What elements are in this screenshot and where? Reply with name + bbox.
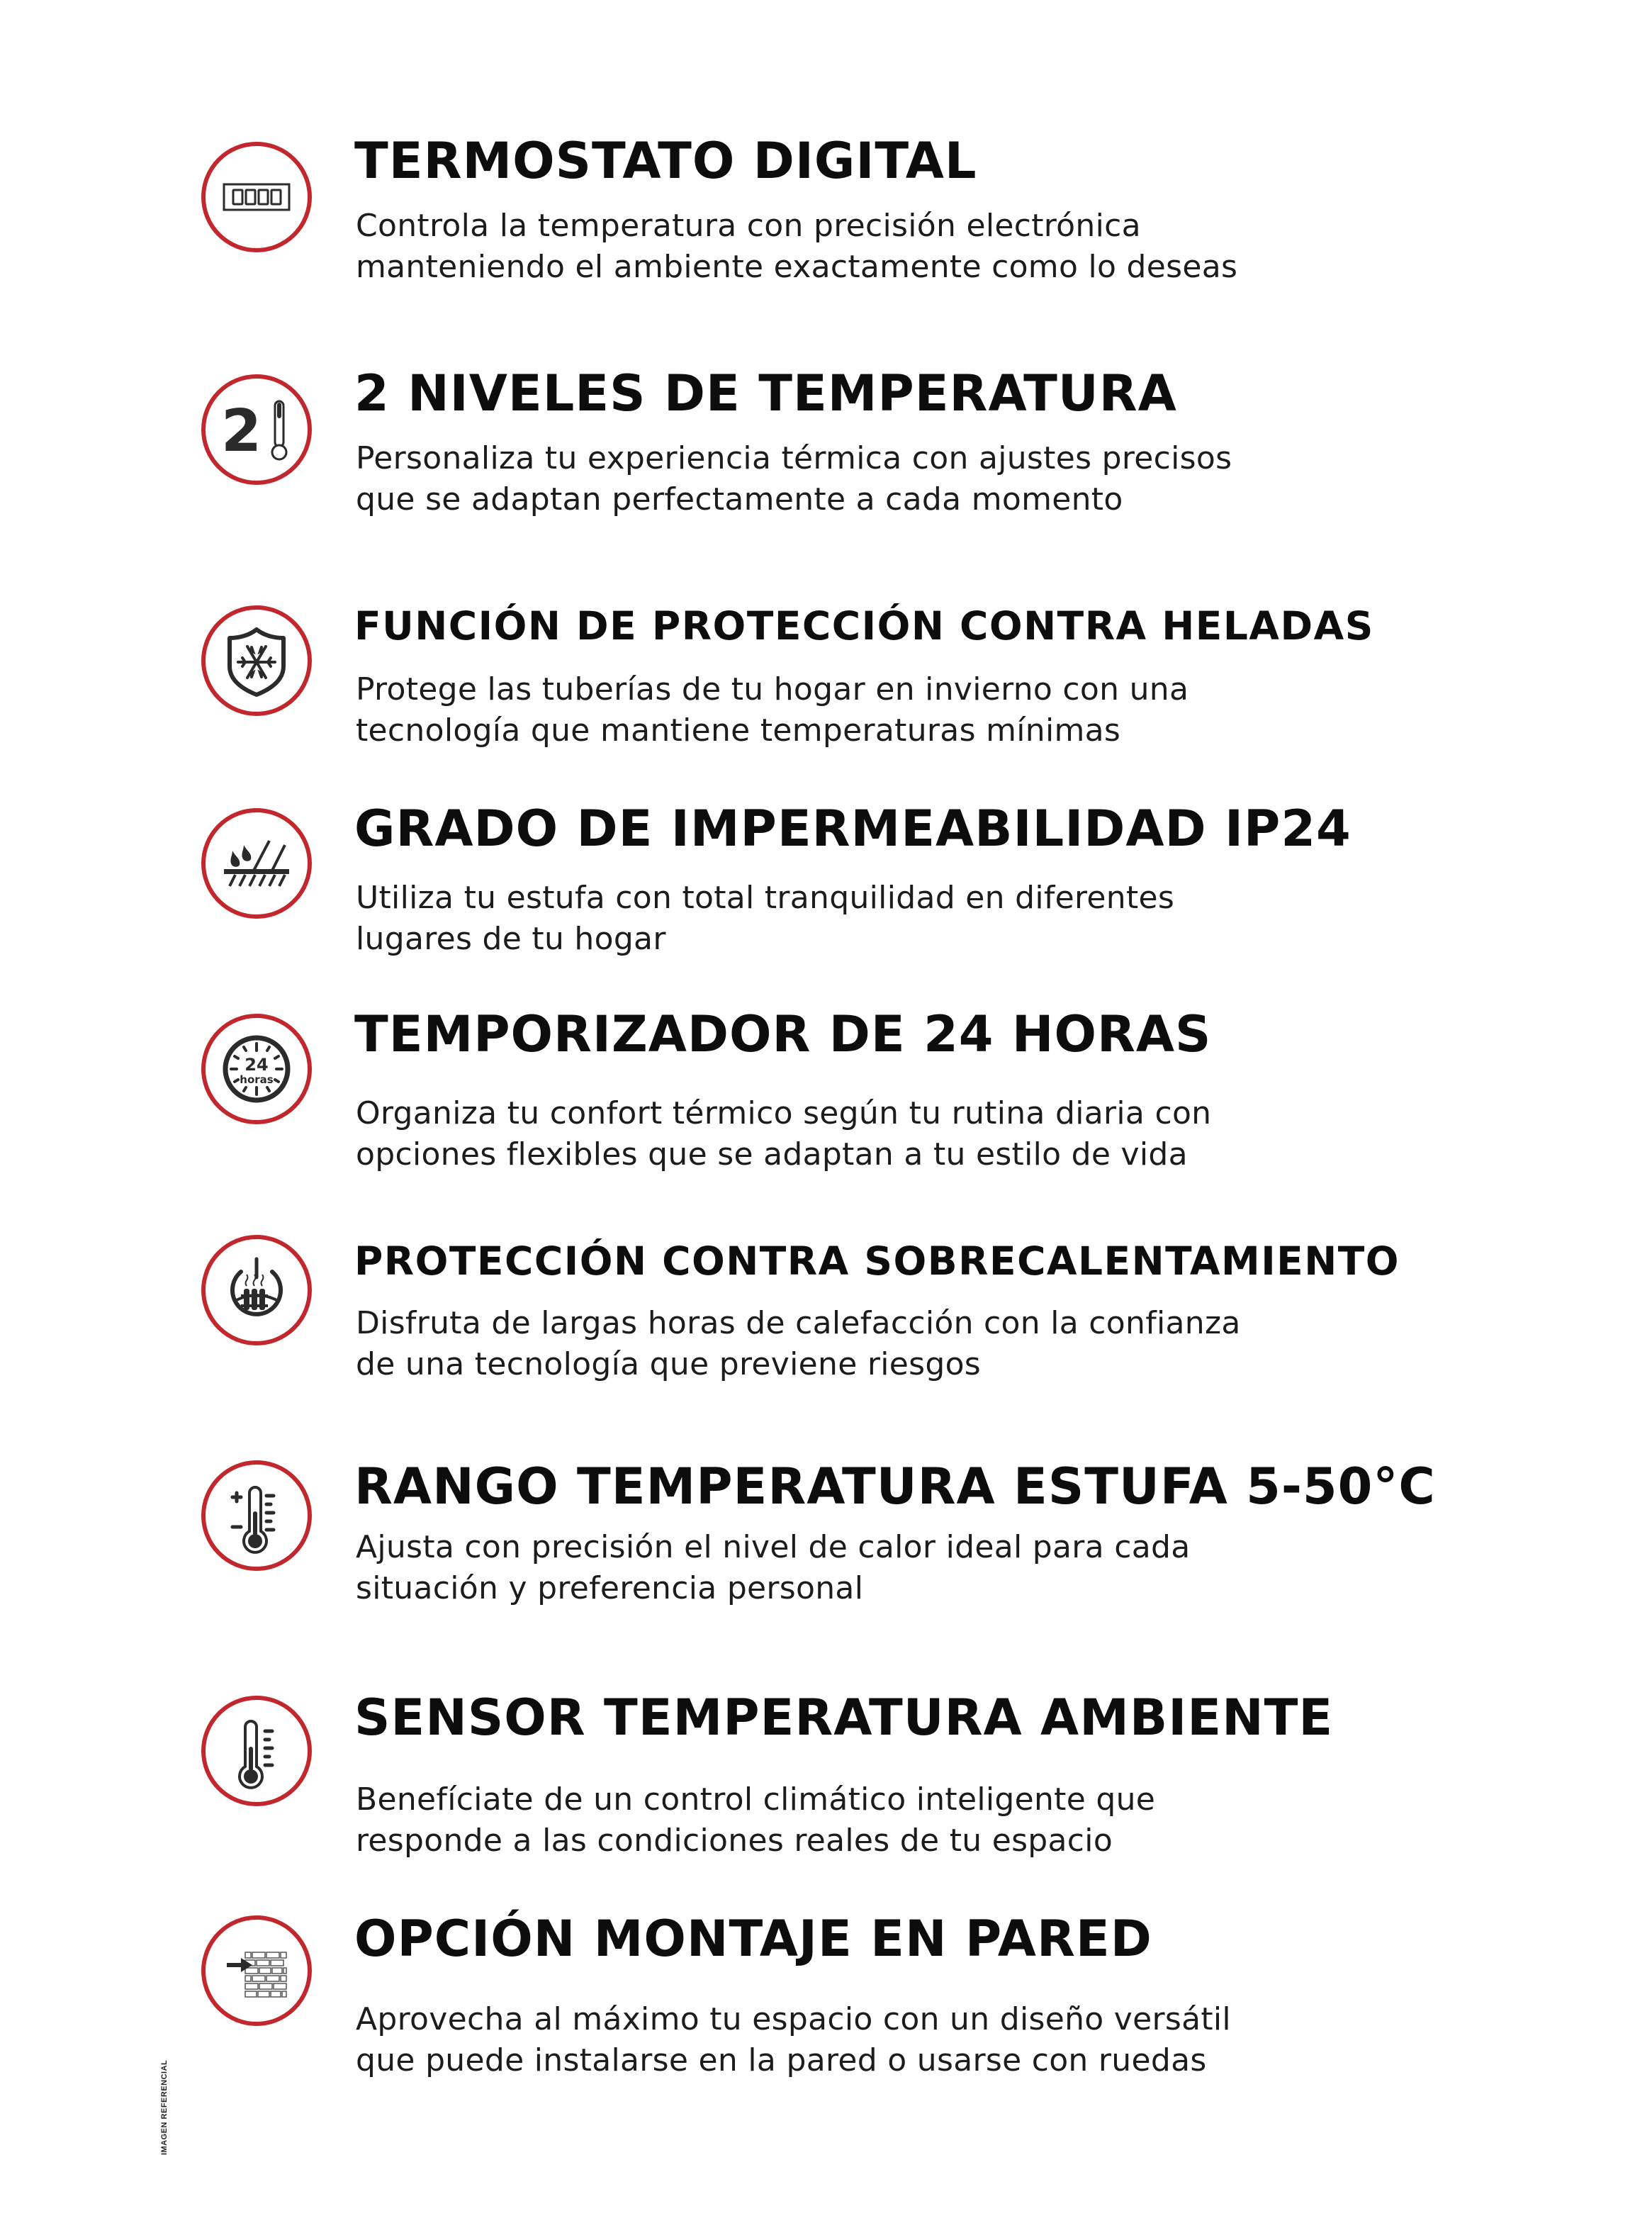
svg-text:2: 2 — [221, 398, 262, 465]
thermometer-plus-minus-icon — [201, 1460, 312, 1571]
svg-text:horas: horas — [240, 1073, 274, 1086]
feature-title: FUNCIÓN DE PROTECCIÓN CONTRA HELADAS — [354, 603, 1374, 649]
feature-description: Protege las tuberías de tu hogar en invierno con una tecnología que mantiene temperaturas mínimas — [356, 671, 1189, 749]
two-levels-thermometer-icon — [201, 374, 312, 485]
feature-description: Controla la temperatura con precisión electrónica manteniendo el ambiente exactamente como lo deseas — [356, 208, 1238, 285]
feature-description: Personaliza tu experiencia térmica con ajustes precisos que se adaptan perfectamente a cada momento — [356, 440, 1232, 517]
feature-description: Utiliza tu estufa con total tranquilidad en diferentes lugares de tu hogar — [356, 880, 1175, 957]
feature-title: TERMOSTATO DIGITAL — [354, 132, 977, 190]
clock-24h-icon — [201, 1014, 312, 1124]
feature-title: 2 NIVELES DE TEMPERATURA — [354, 364, 1177, 422]
overheat-power-radiator-icon — [201, 1235, 312, 1345]
feature-description: Organiza tu confort térmico según tu rutina diaria con opciones flexibles que se adaptan a tu estilo de vida — [356, 1095, 1212, 1173]
feature-description: Benefíciate de un control climático inteligente que responde a las condiciones reales de tu espacio — [356, 1781, 1156, 1859]
wall-mount-icon — [201, 1915, 312, 2026]
digital-display-icon — [201, 142, 312, 252]
feature-description: Aprovecha al máximo tu espacio con un diseño versátil que puede instalarse en la pared o usarse con ruedas — [356, 2001, 1231, 2078]
frost-shield-icon — [201, 605, 312, 716]
feature-description: Ajusta con precisión el nivel de calor ideal para cada situación y preferencia personal — [356, 1529, 1191, 1606]
feature-title: RANGO TEMPERATURA ESTUFA 5-50°C — [354, 1457, 1436, 1516]
svg-text:24: 24 — [245, 1055, 269, 1075]
thermometer-icon — [201, 1696, 312, 1806]
feature-title: PROTECCIÓN CONTRA SOBRECALENTAMIENTO — [354, 1238, 1400, 1284]
feature-title: TEMPORIZADOR DE 24 HORAS — [354, 1005, 1212, 1063]
reference-image-note: IMAGEN REFERENCIAL — [160, 2059, 169, 2155]
water-drops-surface-icon — [201, 808, 312, 919]
feature-title: GRADO DE IMPERMEABILIDAD IP24 — [354, 800, 1352, 858]
feature-description: Disfruta de largas horas de calefacción con la confianza de una tecnología que previene riesgos — [356, 1305, 1241, 1382]
feature-title: SENSOR TEMPERATURA AMBIENTE — [354, 1689, 1334, 1747]
feature-title: OPCIÓN MONTAJE EN PARED — [354, 1910, 1152, 1968]
